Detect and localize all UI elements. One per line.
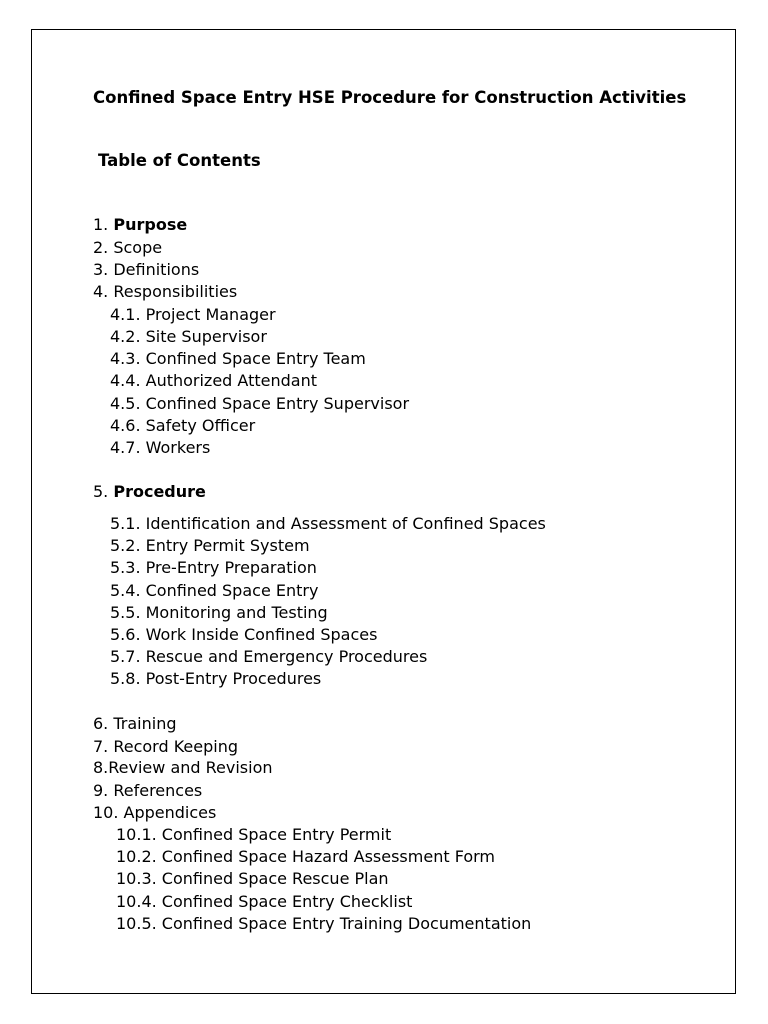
toc-entry-label: Procedure <box>113 482 206 501</box>
toc-subentry-rescue: 5.7. Rescue and Emergency Procedures <box>110 647 428 666</box>
toc-subentry-safety-officer: 4.6. Safety Officer <box>110 416 256 435</box>
toc-entry-number: 1. <box>93 215 109 234</box>
document-title: Confined Space Entry HSE Procedure for Construction Activities <box>93 88 687 107</box>
toc-entry-purpose <box>93 215 187 235</box>
toc-subentry-monitoring: 5.5. Monitoring and Testing <box>110 603 328 622</box>
toc-subentry-work-inside: 5.6. Work Inside Confined Spaces <box>110 625 378 644</box>
toc-subentry-site-supervisor: 4.2. Site Supervisor <box>110 327 267 346</box>
toc-subentry-checklist: 10.4. Confined Space Entry Checklist <box>116 892 413 911</box>
toc-subentry-workers: 4.7. Workers <box>110 438 211 457</box>
toc-subentry-training-docs: 10.5. Confined Space Entry Training Documentation <box>116 914 532 933</box>
toc-entry-appendices: 10. Appendices <box>93 803 217 822</box>
toc-subentry-confined-space-entry: 5.4. Confined Space Entry <box>110 581 319 600</box>
toc-subentry-entry-permit: 10.1. Confined Space Entry Permit <box>116 825 392 844</box>
toc-entry-references: 9. References <box>93 781 203 800</box>
toc-subentry-entry-supervisor: 4.5. Confined Space Entry Supervisor <box>110 394 410 413</box>
toc-subentry-rescue-plan: 10.3. Confined Space Rescue Plan <box>116 869 389 888</box>
toc-entry-label: Purpose <box>113 215 188 234</box>
toc-subentry-pre-entry: 5.3. Pre-Entry Preparation <box>110 558 317 577</box>
toc-entry-record-keeping: 7. Record Keeping <box>93 737 238 756</box>
toc-entry-number: 5. <box>93 482 109 501</box>
toc-subentry-post-entry: 5.8. Post-Entry Procedures <box>110 669 322 688</box>
toc-heading: Table of Contents <box>98 151 261 170</box>
toc-entry-training: 6. Training <box>93 714 177 733</box>
toc-subentry-authorized-attendant: 4.4. Authorized Attendant <box>110 371 317 390</box>
toc-entry-procedure <box>93 482 206 502</box>
toc-subentry-project-manager: 4.1. Project Manager <box>110 305 276 324</box>
toc-entry-scope: 2. Scope <box>93 238 163 257</box>
toc-subentry-entry-permit-system: 5.2. Entry Permit System <box>110 536 310 555</box>
toc-subentry-identification: 5.1. Identification and Assessment of Confined Spaces <box>110 514 546 533</box>
toc-entry-responsibilities: 4. Responsibilities <box>93 282 238 301</box>
toc-subentry-hazard-form: 10.2. Confined Space Hazard Assessment Form <box>116 847 495 866</box>
toc-entry-definitions: 3. Definitions <box>93 260 200 279</box>
toc-entry-review: 8.Review and Revision <box>93 758 273 777</box>
toc-subentry-entry-team: 4.3. Confined Space Entry Team <box>110 349 366 368</box>
